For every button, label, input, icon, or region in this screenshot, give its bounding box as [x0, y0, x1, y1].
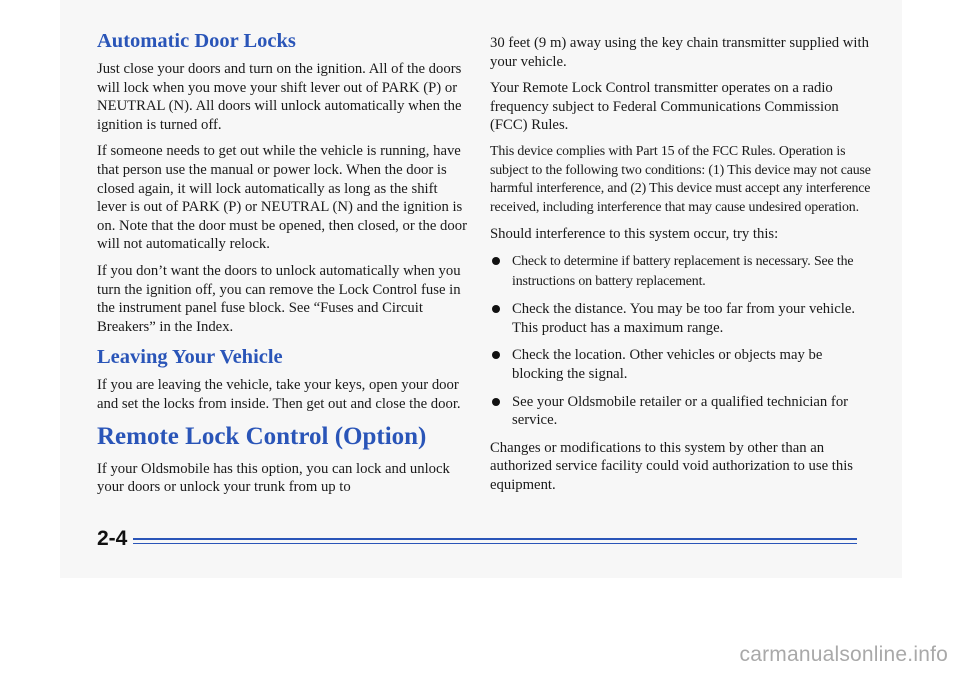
list-item: Check the distance. You may be too far from your vehicle. This product has a maximum range. [490, 300, 875, 337]
bullet-icon [492, 305, 500, 313]
heading-leaving-your-vehicle: Leaving Your Vehicle [97, 346, 283, 369]
heading-automatic-door-locks: Automatic Door Locks [97, 30, 296, 52]
bullet-icon [492, 398, 500, 406]
footer-rule-thin [133, 543, 857, 544]
page-number: 2-4 [97, 527, 128, 550]
troubleshoot-list [490, 252, 875, 430]
paragraph: Changes or modifications to this system by other than an authorized service facility could void authorization to use this equipment. [490, 439, 853, 493]
paragraph: If you are leaving the vehicle, take your keys, open your door and set the locks from inside. Then get out and close the door. [97, 377, 461, 412]
list-item: Check to determine if battery replacement is necessary. See the instructions on battery replacement. [490, 252, 875, 291]
paragraph: Should interference to this system occur, try this: [490, 226, 779, 243]
paragraph: Just close your doors and turn on the ignition. All of the doors will lock when you move your shift lever out of PARK (P) or NEUTRAL (N). All doors will unlock automatically when the ignition is turned off. [97, 61, 462, 133]
left-column [97, 28, 467, 505]
paragraph: If you don’t want the doors to unlock automatically when you turn the ignition off, you can remove the Lock Control fuse in the instrument panel fuse block. See “Fuses and Circuit Breakers” in the Index. [97, 262, 461, 335]
bullet-icon [492, 257, 500, 265]
right-column [490, 34, 875, 502]
paragraph: Your Remote Lock Control transmitter operates on a radio frequency subject to Federal Communications Commission (FCC) Rules. [490, 80, 839, 134]
paragraph: If your Oldsmobile has this option, you can lock and unlock your doors or unlock your trunk from up to [97, 460, 450, 496]
list-item: Check the location. Other vehicles or objects may be blocking the signal. [490, 346, 875, 383]
page-footer [97, 527, 857, 557]
list-item: See your Oldsmobile retailer or a qualified technician for service. [490, 393, 875, 430]
heading-remote-lock-control: Remote Lock Control (Option) [97, 422, 427, 450]
paragraph: If someone needs to get out while the vehicle is running, have that person use the manual or power lock. When the door is closed again, it will lock automatically as long as the shift lever is out of PARK (P) or NEUTRAL (N) and the ignition is on. Note that the door must be opened, then closed, or the door will not automatically relock. [97, 143, 467, 253]
watermark: carmanualsonline.info [739, 643, 948, 666]
bullet-icon [492, 351, 500, 359]
fcc-paragraph: This device complies with Part 15 of the FCC Rules. Operation is subject to the following two conditions: (1) This device may not cause harmful interference, and (2) This device must accept any interference received, including interference that may cause undesired operation. [490, 143, 871, 215]
footer-rule [133, 538, 857, 540]
paragraph: 30 feet (9 m) away using the key chain transmitter supplied with your vehicle. [490, 35, 869, 70]
